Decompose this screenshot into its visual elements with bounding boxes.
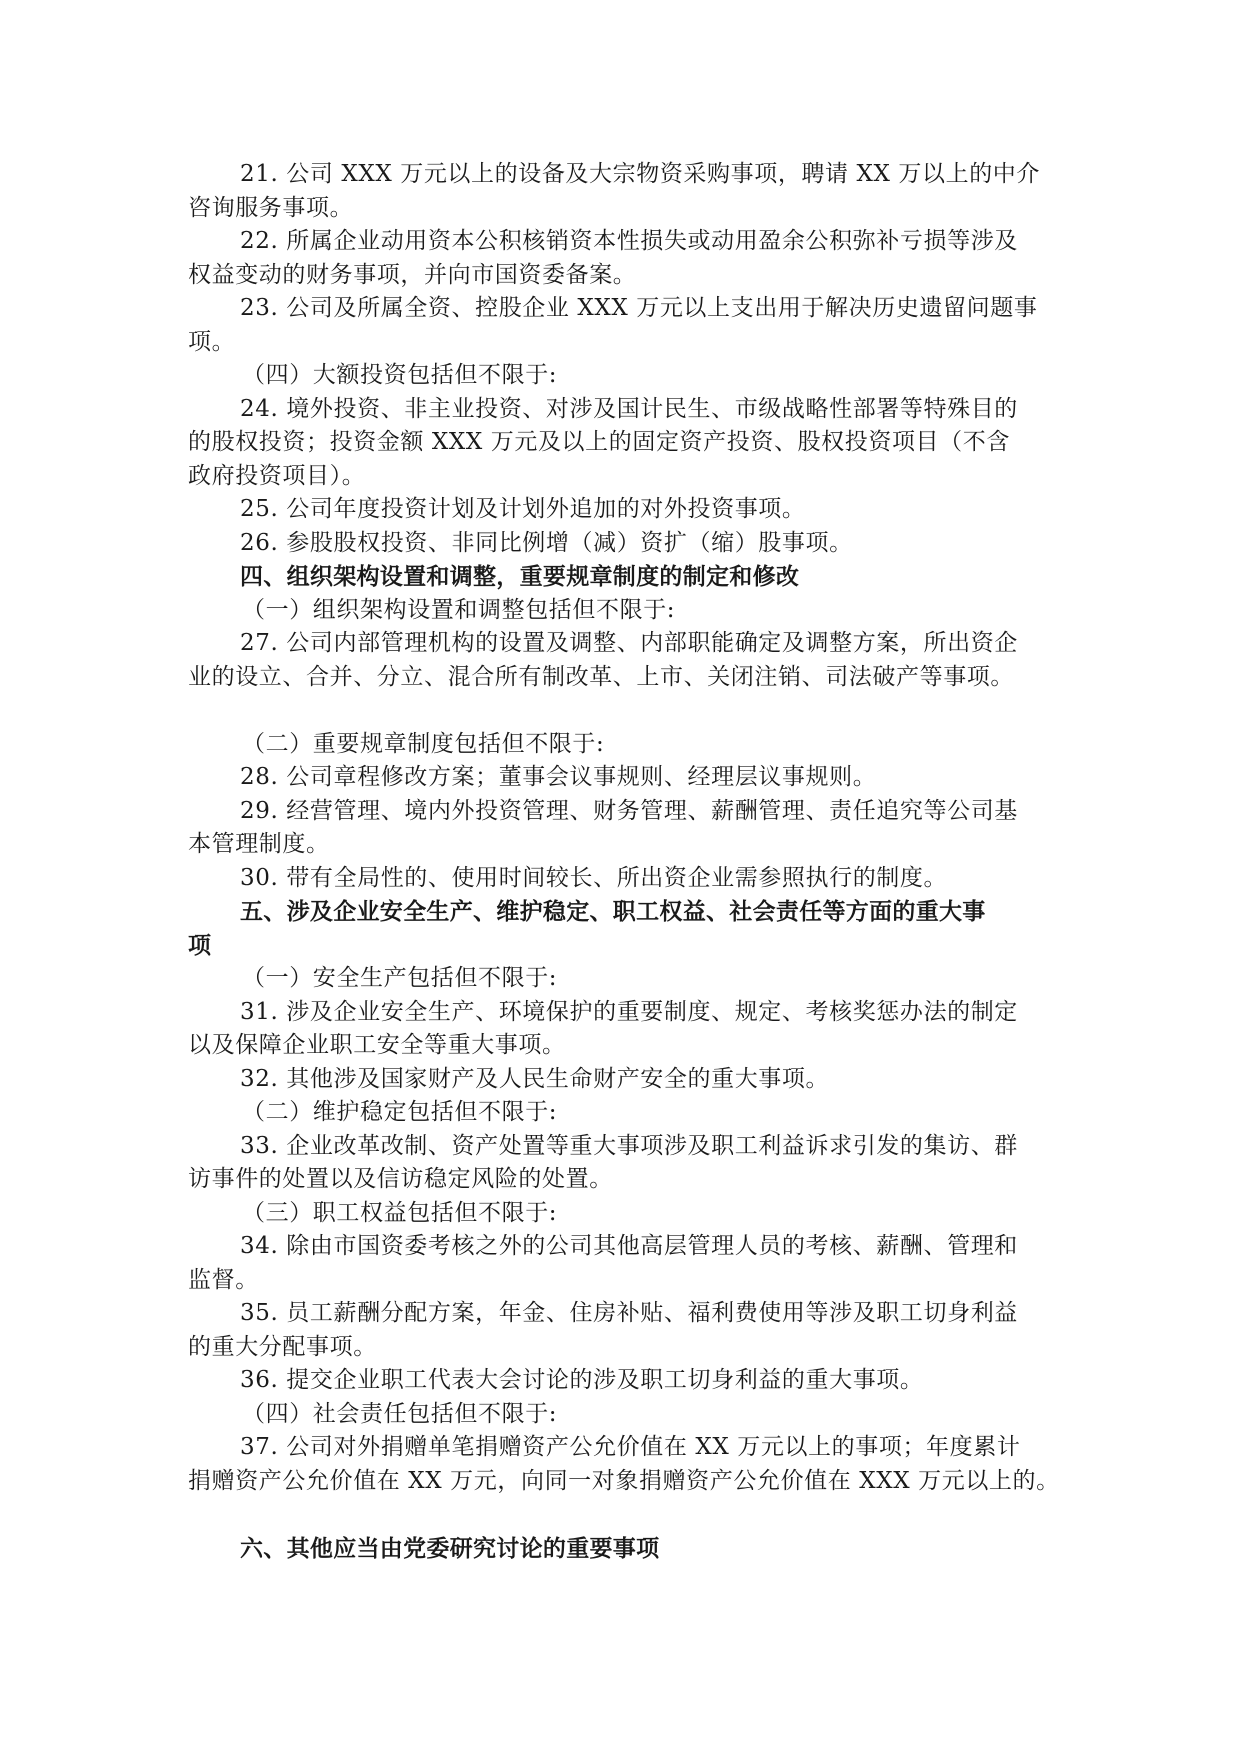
text-line: 22. 所属企业动用资本公积核销资本性损失或动用盈余公积弥补亏损等涉及 (240, 228, 1018, 254)
section-heading: 六、其他应当由党委研究讨论的重要事项 (240, 1534, 660, 1562)
text-line: 35. 员工薪酬分配方案，年金、住房补贴、福利费使用等涉及职工切身利益 (240, 1300, 1018, 1326)
text-line: 咨询服务事项。 (188, 194, 354, 221)
text-line: 捐赠资产公允价值在 XX 万元，向同一对象捐赠资产公允价值在 XXX 万元以上的。 (188, 1467, 1060, 1494)
section-heading: 五、涉及企业安全生产、维护稳定、职工权益、社会责任等方面的重大事 (240, 898, 986, 925)
blank-line (188, 694, 1068, 728)
text-line: （一）安全生产包括但不限于: (242, 965, 558, 991)
text-line: 29. 经营管理、境内外投资管理、财务管理、薪酬管理、责任追究等公司基 (240, 797, 1018, 824)
section-heading: 四、组织架构设置和调整，重要规章制度的制定和修改 (240, 563, 800, 590)
text-line: 36. 提交企业职工代表大会讨论的涉及职工切身利益的重大事项。 (240, 1367, 924, 1393)
text-line: 34. 除由市国资委考核之外的公司其他高层管理人员的考核、薪酬、管理和 (240, 1233, 1018, 1259)
text-line: 25. 公司年度投资计划及计划外追加的对外投资事项。 (240, 496, 806, 522)
text-line: 的股权投资；投资金额 XXX 万元及以上的固定资产投资、股权投资项目（不含 (188, 429, 1010, 455)
text-line: 项。 (188, 328, 236, 355)
text-line: （三）职工权益包括但不限于: (242, 1199, 558, 1226)
text-line: （一）组织架构设置和调整包括但不限于: (242, 596, 676, 623)
text-line: 监督。 (188, 1266, 259, 1293)
text-line: 28. 公司章程修改方案；董事会议事规则、经理层议事规则。 (240, 764, 877, 790)
text-line: 32. 其他涉及国家财产及人民生命财产安全的重大事项。 (240, 1065, 830, 1092)
text-line: 23. 公司及所属全资、控股企业 XXX 万元以上支出用于解决历史遗留问题事 (240, 295, 1038, 321)
text-line: （四）社会责任包括但不限于: (242, 1400, 558, 1427)
text-line: 业的设立、合并、分立、混合所有制改革、上市、关闭注销、司法破产等事项。 (188, 663, 1014, 690)
text-line: 以及保障企业职工安全等重大事项。 (188, 1032, 566, 1058)
text-line: 的重大分配事项。 (188, 1333, 377, 1360)
section-heading: 项 (188, 931, 212, 959)
text-line: 31. 涉及企业安全生产、环境保护的重要制度、规定、考核奖惩办法的制定 (240, 998, 1018, 1025)
text-line: 37. 公司对外捐赠单笔捐赠资产公允价值在 XX 万元以上的事项；年度累计 (240, 1434, 1021, 1460)
blank-line (188, 1498, 1068, 1532)
text-line: （二）重要规章制度包括但不限于: (242, 730, 605, 757)
text-line: （四）大额投资包括但不限于: (242, 362, 558, 388)
text-line: 26. 参股股权投资、非同比例增（减）资扩（缩）股事项。 (240, 529, 853, 556)
text-line: 21. 公司 XXX 万元以上的设备及大宗物资采购事项，聘请 XX 万以上的中介 (240, 161, 1041, 187)
document-page (188, 158, 1068, 1565)
text-line: 24. 境外投资、非主业投资、对涉及国计民生、市级战略性部署等特殊目的 (240, 395, 1018, 422)
text-line: 政府投资项目）。 (188, 462, 366, 489)
text-line: 30. 带有全局性的、使用时间较长、所出资企业需参照执行的制度。 (240, 864, 948, 891)
text-line: 27. 公司内部管理机构的设置及调整、内部职能确定及调整方案，所出资企 (240, 630, 1018, 656)
text-line: （二）维护稳定包括但不限于: (242, 1099, 558, 1125)
text-line: 33. 企业改革改制、资产处置等重大事项涉及职工利益诉求引发的集访、群 (240, 1132, 1018, 1159)
text-line: 访事件的处置以及信访稳定风险的处置。 (188, 1166, 613, 1192)
text-line: 本管理制度。 (188, 831, 330, 857)
text-line: 权益变动的财务事项，并向市国资委备案。 (188, 261, 637, 288)
